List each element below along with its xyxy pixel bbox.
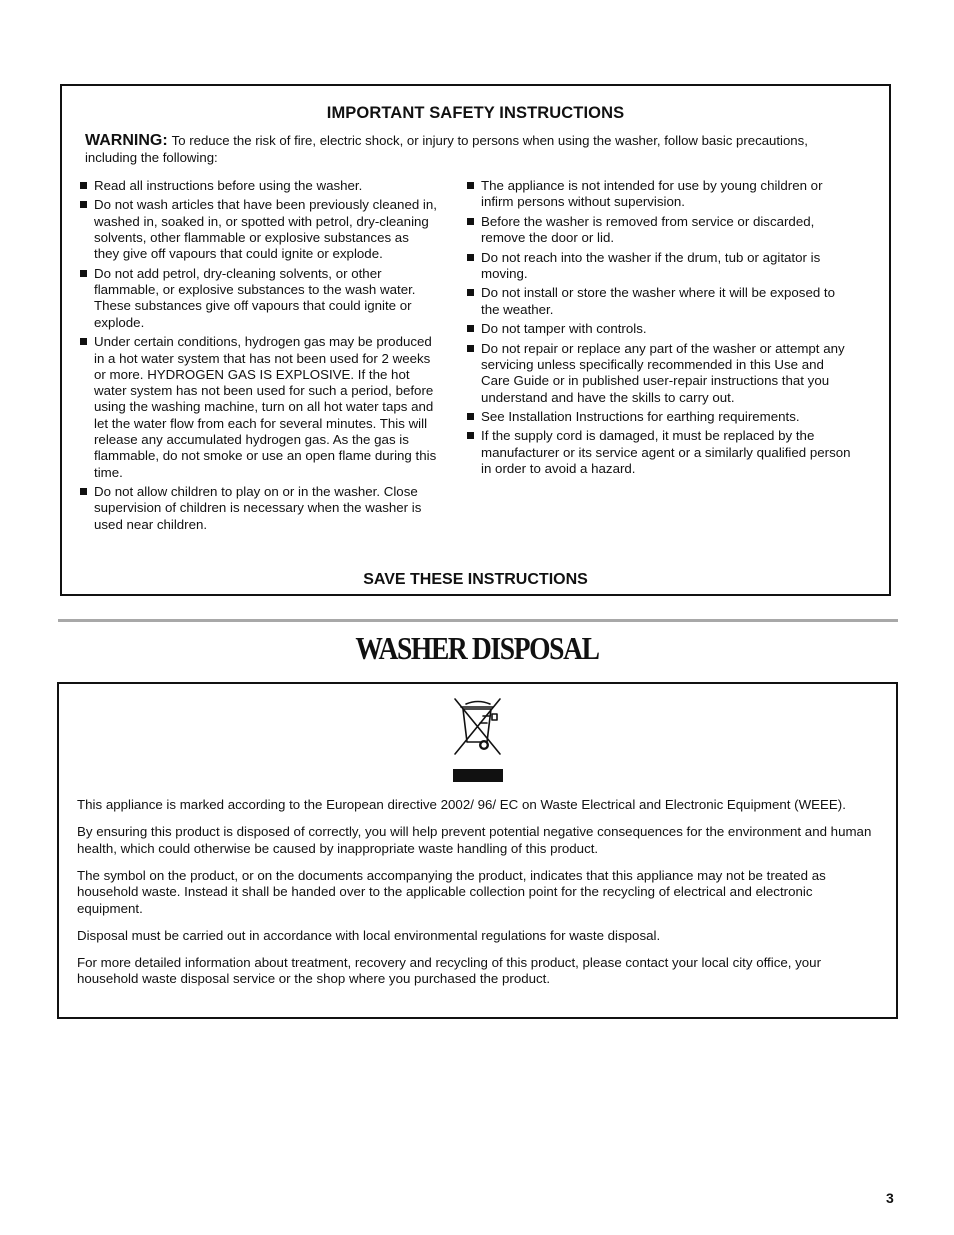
warning-statement <box>85 133 861 166</box>
square-bullet-icon <box>467 254 474 261</box>
list-item: Do not reach into the washer if the drum, tub or agitator is moving. <box>466 250 856 283</box>
paragraph: By ensuring this product is disposed of correctly, you will help prevent potential negative consequences for the environment and human health, which could otherwise be caused by inappropriate waste handling of this product. <box>77 824 872 856</box>
save-instructions-title: SAVE THESE INSTRUCTIONS <box>363 571 588 588</box>
list-item: Do not install or store the washer where it will be exposed to the weather. <box>466 285 856 318</box>
safety-title: IMPORTANT SAFETY INSTRUCTIONS <box>326 104 625 122</box>
page-number: 3 <box>886 1190 894 1206</box>
list-item: The appliance is not intended for use by young children or infirm persons without supervision. <box>466 178 856 211</box>
square-bullet-icon <box>80 182 87 189</box>
square-bullet-icon <box>467 413 474 420</box>
square-bullet-icon <box>80 270 87 277</box>
warning-label: WARNING: <box>85 132 168 149</box>
disposal-text <box>77 797 877 998</box>
square-bullet-icon <box>467 345 474 352</box>
list-item: See Installation Instructions for earthing requirements. <box>466 409 856 425</box>
square-bullet-icon <box>467 325 474 332</box>
disposal-info-box <box>57 682 898 1019</box>
safety-list-right <box>466 178 856 481</box>
paragraph: The symbol on the product, or on the documents accompanying the product, indicates that this appliance may not be treated as household waste. Instead it shall be handed over to the applicable collection point for the recycling of electrical and electronic equipment. <box>77 867 826 916</box>
list-item: Before the washer is removed from service or discarded, remove the door or lid. <box>466 214 856 247</box>
square-bullet-icon <box>467 289 474 296</box>
list-item: Do not tamper with controls. <box>466 321 856 337</box>
warning-text: To reduce the risk of fire, electric shock, or injury to persons when using the washer, follow basic precautions, including the following: <box>85 133 808 165</box>
crossed-out-wheelie-bin-icon <box>452 696 504 758</box>
square-bullet-icon <box>80 338 87 345</box>
list-item: If the supply cord is damaged, it must be replaced by the manufacturer or its service agent or a similarly qualified person in order to avoid a hazard. <box>466 428 856 477</box>
list-item: Do not add petrol, dry-cleaning solvents, or other flammable, or explosive substances to the wash water. These substances give off vapours that could ignite or explode. <box>79 266 437 331</box>
weee-black-bar <box>453 769 503 782</box>
paragraph: Disposal must be carried out in accordance with local environmental regulations for waste disposal. <box>77 927 661 943</box>
square-bullet-icon <box>80 201 87 208</box>
safety-instructions-box <box>60 84 891 596</box>
list-item: Under certain conditions, hydrogen gas may be produced in a hot water system that has not been used for 2 weeks or more. HYDROGEN GAS IS EXPLOSIVE. If the hot water system has not been used for such a period, before using the washing machine, turn on all hot water taps and let the water flow from each for several minutes. This will release any accumulated hydrogen gas. As the gas is flammable, do not smoke or use an open flame during this time. <box>79 334 437 481</box>
paragraph: This appliance is marked according to the European directive 2002/ 96/ EC on Waste Electrical and Electronic Equipment (WEEE). <box>77 797 846 812</box>
square-bullet-icon <box>467 182 474 189</box>
square-bullet-icon <box>80 488 87 495</box>
section-title: WASHER DISPOSAL <box>355 630 599 666</box>
list-item: Do not wash articles that have been previously cleaned in, washed in, soaked in, or spotted with petrol, dry-cleaning solvents, other flammable or explosive substances as they give off vapours that could ignite or explode. <box>79 197 437 262</box>
square-bullet-icon <box>467 432 474 439</box>
list-item: Do not repair or replace any part of the washer or attempt any servicing unless specifically recommended in this Use and Care Guide or in published user-repair instructions that you understand and have the skills to carry out. <box>466 341 856 406</box>
square-bullet-icon <box>467 218 474 225</box>
list-item: Do not allow children to play on or in the washer. Close supervision of children is necessary when the washer is used near children. <box>79 484 437 533</box>
list-item: Read all instructions before using the washer. <box>79 178 437 194</box>
safety-list-left <box>79 178 437 536</box>
section-divider <box>58 619 898 622</box>
paragraph: For more detailed information about treatment, recovery and recycling of this product, please contact your local city office, your household waste disposal service or the shop where you purchased the product. <box>77 954 822 986</box>
